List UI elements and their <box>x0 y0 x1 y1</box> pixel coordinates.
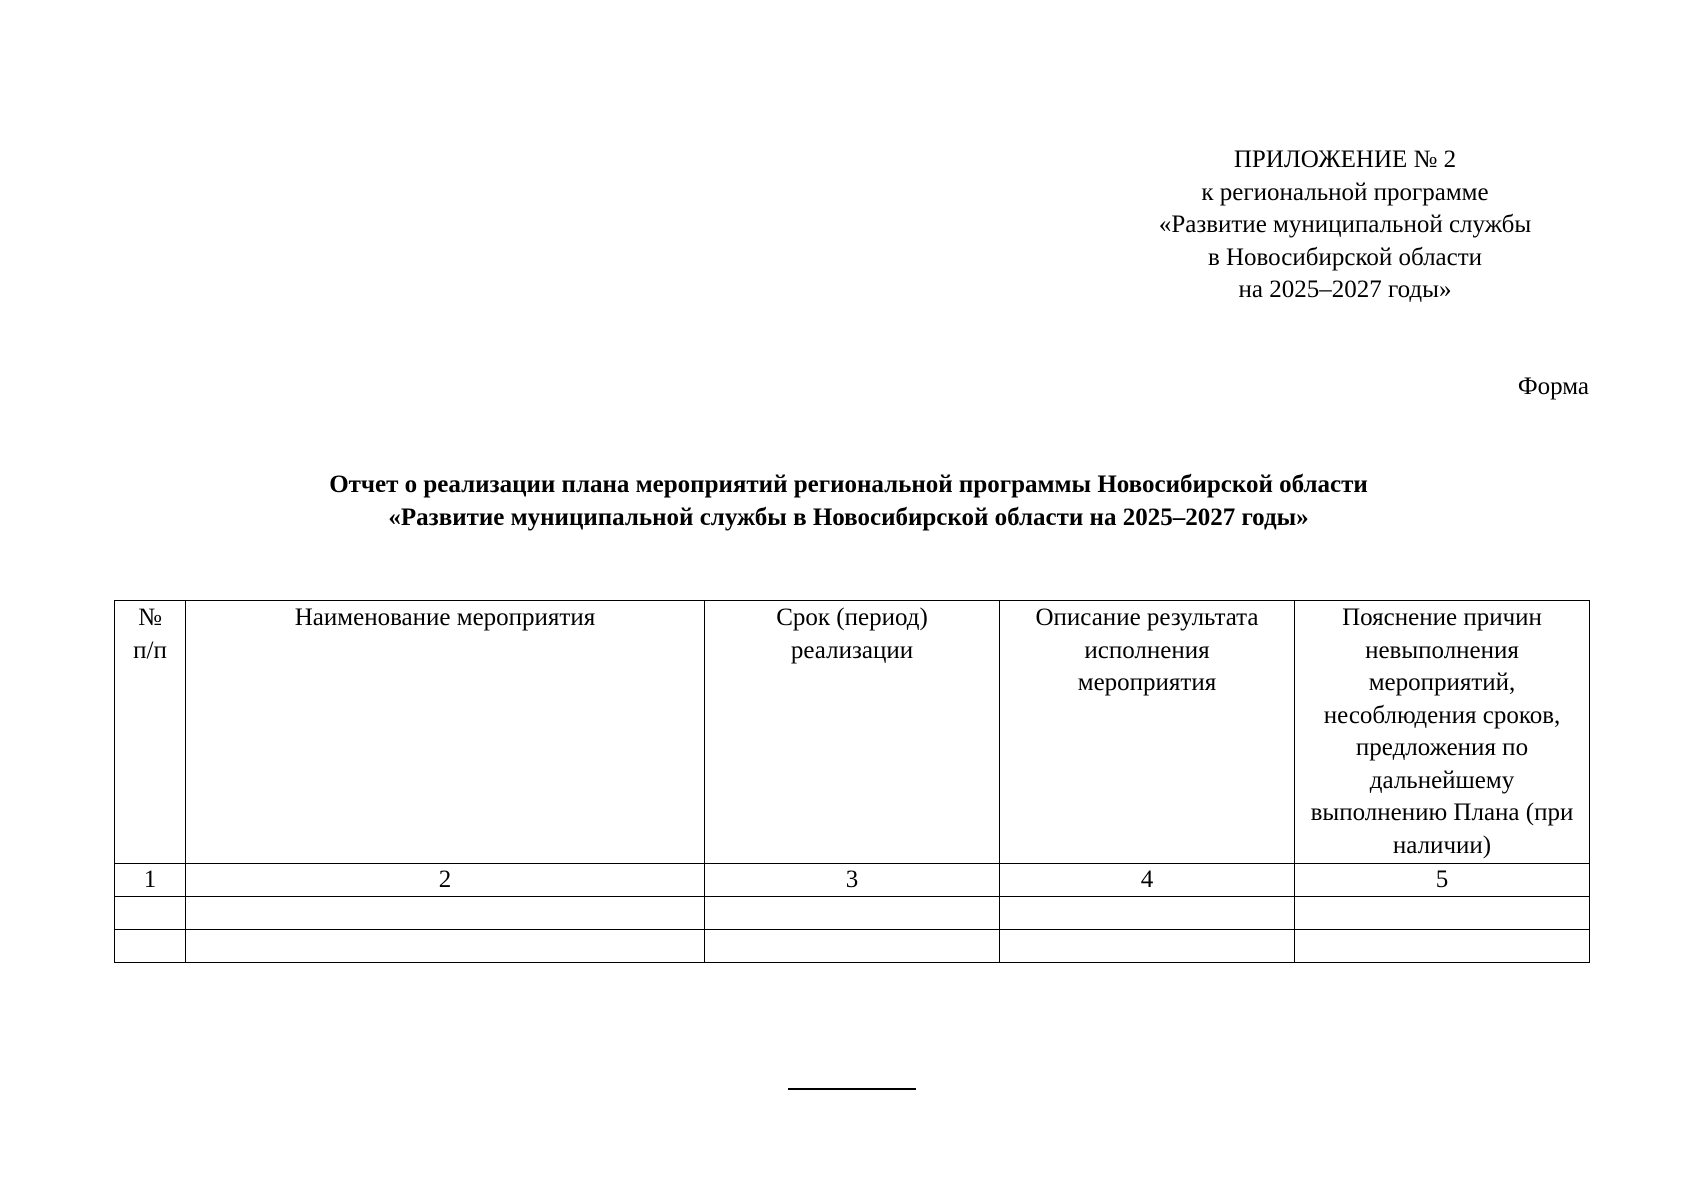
table-cell <box>115 930 186 963</box>
table-cell <box>705 930 1000 963</box>
appendix-program-name-3: на 2025–2027 годы» <box>1238 276 1452 303</box>
column-number-cell: 3 <box>705 864 1000 897</box>
table-cell <box>1000 930 1295 963</box>
table-cell <box>115 897 186 930</box>
header-period-text: Срок (период) реализации <box>776 604 928 664</box>
header-result-text: Описание результата исполнения мероприятия <box>1035 604 1259 696</box>
table-cell <box>1295 930 1590 963</box>
header-explanation <box>1295 601 1590 864</box>
table-row <box>115 930 1590 963</box>
table-cell <box>705 897 1000 930</box>
table-cell <box>186 897 705 930</box>
closing-divider-line <box>788 1088 916 1090</box>
table-header-row <box>115 601 1590 864</box>
header-number <box>115 601 186 864</box>
header-number-text: № п/п <box>133 604 167 664</box>
header-period <box>705 601 1000 864</box>
column-number-cell: 1 <box>115 864 186 897</box>
table-cell <box>1000 897 1295 930</box>
table-cell <box>186 930 705 963</box>
column-number-cell: 5 <box>1295 864 1590 897</box>
appendix-number: ПРИЛОЖЕНИЕ № 2 <box>1233 146 1457 173</box>
appendix-program-name-1: «Развитие муниципальной службы <box>1158 211 1532 238</box>
title-line-2: «Развитие муниципальной службы в Новосибирской области на 2025–2027 годы» <box>388 503 1309 531</box>
column-number-cell: 2 <box>186 864 705 897</box>
table-column-number-row <box>115 864 1590 897</box>
column-number-cell: 4 <box>1000 864 1295 897</box>
header-explanation-text: Пояснение причин невыполнения мероприятий, несоблюдения сроков, предложения по дальнейшему выполнению Плана (при наличии) <box>1310 604 1574 859</box>
table-cell <box>1295 897 1590 930</box>
document-title <box>0 469 1697 534</box>
form-label: Форма <box>1517 373 1589 400</box>
table-row <box>115 897 1590 930</box>
header-event-name: Наименование мероприятия <box>186 601 705 864</box>
title-line-1: Отчет о реализации плана мероприятий региональной программы Новосибирской области <box>329 471 1368 498</box>
header-result-description <box>1000 601 1295 864</box>
appendix-reference: к региональной программе <box>1201 178 1489 206</box>
appendix-program-name-2: в Новосибирской области <box>1207 243 1483 271</box>
appendix-block <box>1105 144 1585 307</box>
report-table <box>114 600 1590 963</box>
